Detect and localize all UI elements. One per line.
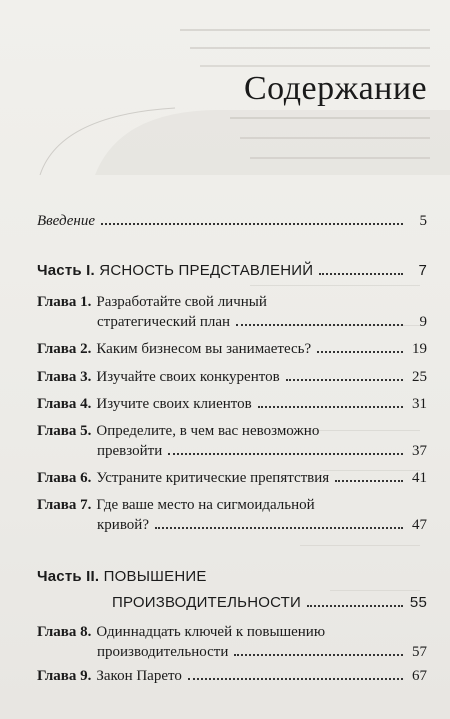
chapter-title-line-2: производительности bbox=[97, 644, 229, 660]
chapter-title-line-1: Определите, в чем вас невозможно bbox=[96, 423, 320, 439]
chapter-number: Глава 4. bbox=[37, 396, 92, 412]
chapter-title: Закон Парето bbox=[96, 668, 182, 684]
dot-leader bbox=[286, 379, 403, 381]
chapter-number: Глава 6. bbox=[37, 470, 92, 486]
page-number: 41 bbox=[412, 470, 427, 486]
chapter-title-line-2: кривой? bbox=[97, 517, 149, 533]
page-number: 9 bbox=[419, 314, 427, 330]
dot-leader bbox=[168, 453, 403, 455]
toc-chapter-1 bbox=[37, 292, 427, 332]
chapter-title: Изучайте своих конкурентов bbox=[96, 369, 280, 385]
part-title: ЯСНОСТЬ ПРЕДСТАВЛЕНИЙ bbox=[99, 262, 314, 279]
toc-part-2 bbox=[37, 567, 427, 613]
dot-leader bbox=[319, 273, 403, 275]
toc-chapter-4 bbox=[37, 394, 427, 414]
chapter-title: Каким бизнесом вы занимаетесь? bbox=[96, 341, 312, 357]
chapter-title: Изучите своих клиентов bbox=[96, 396, 252, 412]
toc-entry-intro bbox=[37, 211, 427, 231]
page-number: 67 bbox=[412, 668, 427, 684]
part-number: Часть II. bbox=[37, 568, 100, 585]
dot-leader bbox=[155, 527, 403, 529]
chapter-title-line-1: Разработайте свой личный bbox=[96, 294, 267, 310]
toc-part-1 bbox=[37, 261, 427, 281]
dot-leader bbox=[335, 480, 403, 482]
page-number: 31 bbox=[412, 396, 427, 412]
part-number: Часть I. bbox=[37, 262, 95, 279]
page-number: 7 bbox=[418, 262, 427, 279]
dot-leader bbox=[234, 654, 403, 656]
toc-chapter-5 bbox=[37, 421, 427, 461]
entry-label: Введение bbox=[37, 213, 95, 229]
dot-leader bbox=[101, 223, 403, 225]
dot-leader bbox=[258, 406, 403, 408]
chapter-title-line-1: Одиннадцать ключей к повышению bbox=[96, 624, 326, 640]
chapter-title-line-1: Где ваше место на сигмоидальной bbox=[96, 497, 315, 513]
chapter-title: Устраните критические препятствия bbox=[96, 470, 330, 486]
toc-chapter-9 bbox=[37, 666, 427, 686]
toc-chapter-8 bbox=[37, 622, 427, 662]
chapter-number: Глава 8. bbox=[37, 624, 92, 640]
chapter-number: Глава 9. bbox=[37, 668, 92, 684]
page-number: 37 bbox=[412, 443, 427, 459]
page-number: 47 bbox=[412, 517, 427, 533]
chapter-number: Глава 3. bbox=[37, 369, 92, 385]
page-number: 19 bbox=[412, 341, 427, 357]
dot-leader bbox=[317, 351, 403, 353]
chapter-number: Глава 5. bbox=[37, 423, 92, 439]
chapter-number: Глава 1. bbox=[37, 294, 92, 310]
page-number: 5 bbox=[419, 213, 427, 229]
chapter-number: Глава 7. bbox=[37, 497, 92, 513]
toc-chapter-2 bbox=[37, 339, 427, 359]
chapter-title-line-2: превзойти bbox=[97, 443, 163, 459]
page-number: 57 bbox=[412, 644, 427, 660]
toc-chapter-6 bbox=[37, 468, 427, 488]
dot-leader bbox=[188, 678, 403, 680]
page-number: 25 bbox=[412, 369, 427, 385]
toc-chapter-7 bbox=[37, 495, 427, 535]
dot-leader bbox=[236, 324, 403, 326]
chapter-number: Глава 2. bbox=[37, 341, 92, 357]
chapter-title-line-2: стратегический план bbox=[97, 314, 231, 330]
toc-chapter-3 bbox=[37, 367, 427, 387]
part-title-line-1: ПОВЫШЕНИЕ bbox=[103, 568, 207, 585]
part-title-line-2: ПРОИЗВОДИТЕЛЬНОСТИ bbox=[112, 594, 301, 611]
dot-leader bbox=[307, 605, 403, 607]
page-title: Содержание bbox=[244, 70, 428, 107]
page-number: 55 bbox=[409, 594, 427, 611]
